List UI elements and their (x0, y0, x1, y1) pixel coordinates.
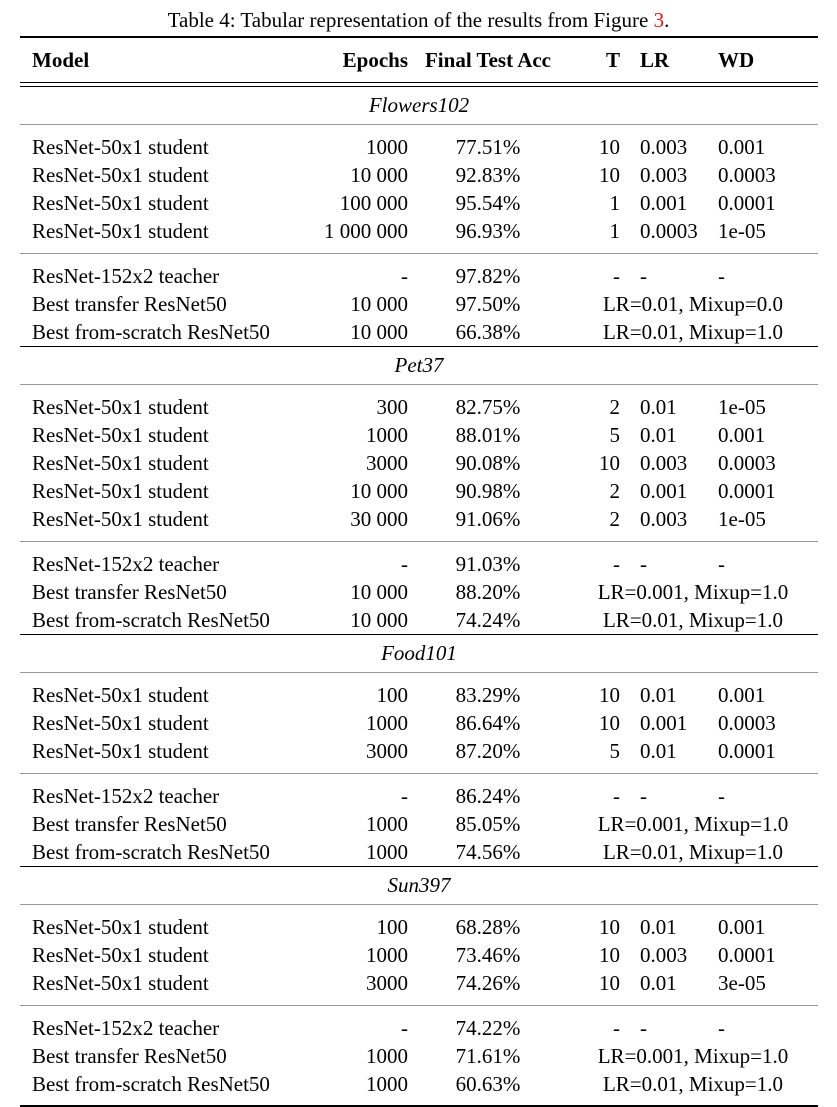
t-cell: 10 (599, 943, 620, 967)
epochs-cell: 1000 (366, 423, 408, 447)
table-row (20, 189, 818, 217)
final-test-acc-cell: 91.06% (455, 507, 521, 531)
model-cell: Best transfer ResNet50 (32, 812, 227, 836)
hyperparams-cell: LR=0.001, Mixup=1.0 (597, 580, 789, 604)
wd-cell: - (718, 264, 725, 288)
t-cell: 10 (599, 451, 620, 475)
wd-cell: - (718, 1016, 725, 1040)
model-cell: ResNet-50x1 student (32, 739, 209, 763)
model-cell: Best from-scratch ResNet50 (32, 1072, 270, 1096)
section-title-row (20, 867, 818, 905)
spacer (20, 385, 818, 393)
header-row (20, 37, 818, 83)
final-test-acc-cell: 66.38% (455, 320, 521, 344)
table-row (20, 449, 818, 477)
model-cell: ResNet-50x1 student (32, 395, 209, 419)
final-test-acc-cell: 87.20% (455, 739, 521, 763)
spacer (20, 245, 818, 254)
table-row (20, 421, 818, 449)
epochs-cell: 3000 (366, 451, 408, 475)
section-title: Food101 (381, 641, 457, 665)
wd-cell: - (718, 784, 725, 808)
spacer (20, 765, 818, 774)
wd-cell: 0.0003 (718, 163, 776, 187)
table-row (20, 290, 818, 318)
model-cell: ResNet-50x1 student (32, 135, 209, 159)
lr-cell: 0.003 (640, 451, 688, 475)
spacer-cell (20, 765, 818, 774)
results-table (20, 36, 818, 1107)
section-title-row (20, 347, 818, 385)
epochs-cell: 100 (376, 683, 408, 707)
final-test-acc-cell: 90.08% (455, 451, 521, 475)
header-lr: LR (624, 37, 712, 83)
t-cell: 5 (609, 739, 620, 763)
final-test-acc-cell: 97.82% (455, 264, 521, 288)
table-caption (0, 6, 837, 34)
epochs-cell: 1000 (366, 135, 408, 159)
t-cell: 10 (599, 915, 620, 939)
epochs-cell: 10 000 (350, 608, 408, 632)
final-test-acc-cell: 74.22% (455, 1016, 521, 1040)
model-cell: Best transfer ResNet50 (32, 1044, 227, 1068)
t-cell: 10 (599, 163, 620, 187)
model-cell: ResNet-50x1 student (32, 219, 209, 243)
table-row (20, 969, 818, 997)
bottom-rule-cell (20, 1098, 818, 1106)
table-row (20, 161, 818, 189)
table-row (20, 477, 818, 505)
hyperparams-cell: LR=0.01, Mixup=1.0 (602, 320, 784, 344)
spacer (20, 673, 818, 681)
model-cell: Best from-scratch ResNet50 (32, 608, 270, 632)
epochs-cell: 1000 (366, 1072, 408, 1096)
wd-cell: 1e-05 (718, 395, 766, 419)
wd-cell: 0.001 (718, 135, 766, 159)
lr-cell: 0.01 (640, 683, 677, 707)
spacer (20, 125, 818, 133)
spacer-cell (20, 673, 818, 681)
wd-cell: 3e-05 (718, 971, 766, 995)
spacer (20, 533, 818, 542)
final-test-acc-cell: 60.63% (455, 1072, 521, 1096)
table-row (20, 913, 818, 941)
table-row (20, 681, 818, 709)
t-cell: 2 (609, 479, 620, 503)
model-cell: ResNet-50x1 student (32, 163, 209, 187)
epochs-cell: 1000 (366, 840, 408, 864)
spacer-cell (20, 533, 818, 542)
table-row (20, 737, 818, 765)
section-title: Pet37 (394, 353, 444, 377)
epochs-cell: 1000 (366, 1044, 408, 1068)
table-row (20, 1014, 818, 1042)
t-cell: 1 (609, 219, 620, 243)
caption-end: . (664, 8, 670, 32)
lr-cell: 0.01 (640, 915, 677, 939)
epochs-cell: - (401, 1016, 408, 1040)
epochs-cell: 10 000 (350, 580, 408, 604)
wd-cell: 1e-05 (718, 219, 766, 243)
spacer (20, 542, 818, 550)
final-test-acc-cell: 90.98% (455, 479, 521, 503)
lr-cell: 0.01 (640, 395, 677, 419)
header-wd: WD (712, 37, 818, 83)
t-cell: - (613, 1016, 620, 1040)
epochs-cell: 100 (376, 915, 408, 939)
epochs-cell: 1 000 000 (324, 219, 408, 243)
hyperparams-cell: LR=0.01, Mixup=0.0 (602, 292, 784, 316)
lr-cell: 0.001 (640, 711, 688, 735)
spacer-cell (20, 245, 818, 254)
spacer-cell (20, 385, 818, 393)
hyperparams-cell: LR=0.01, Mixup=1.0 (602, 1072, 784, 1096)
hyperparams-cell: LR=0.001, Mixup=1.0 (597, 812, 789, 836)
header-model: Model (20, 37, 316, 83)
model-cell: ResNet-152x2 teacher (32, 264, 220, 288)
lr-cell: 0.003 (640, 163, 688, 187)
header-t: T (568, 37, 624, 83)
lr-cell: 0.003 (640, 135, 688, 159)
final-test-acc-cell: 74.56% (455, 840, 521, 864)
lr-cell: 0.003 (640, 943, 688, 967)
final-test-acc-cell: 83.29% (455, 683, 521, 707)
final-test-acc-cell: 77.51% (455, 135, 521, 159)
model-cell: Best transfer ResNet50 (32, 292, 227, 316)
wd-cell: - (718, 552, 725, 576)
section-title-row (20, 635, 818, 673)
t-cell: - (613, 552, 620, 576)
epochs-cell: - (401, 552, 408, 576)
final-test-acc-cell: 82.75% (455, 395, 521, 419)
model-cell: Best from-scratch ResNet50 (32, 840, 270, 864)
model-cell: ResNet-152x2 teacher (32, 784, 220, 808)
spacer-cell (20, 125, 818, 133)
lr-cell: 0.001 (640, 191, 688, 215)
t-cell: 10 (599, 971, 620, 995)
t-cell: - (613, 784, 620, 808)
final-test-acc-cell: 74.24% (455, 608, 521, 632)
lr-cell: 0.0003 (640, 219, 698, 243)
final-test-acc-cell: 88.20% (455, 580, 521, 604)
wd-cell: 0.0003 (718, 711, 776, 735)
t-cell: 10 (599, 711, 620, 735)
lr-cell: - (640, 784, 647, 808)
spacer (20, 1006, 818, 1014)
spacer (20, 774, 818, 782)
model-cell: ResNet-152x2 teacher (32, 552, 220, 576)
caption-text: Table 4: Tabular representation of the results from Figure (167, 8, 654, 32)
epochs-cell: 100 000 (339, 191, 408, 215)
wd-cell: 0.001 (718, 423, 766, 447)
model-cell: Best from-scratch ResNet50 (32, 320, 270, 344)
table-row (20, 810, 818, 838)
lr-cell: 0.001 (640, 479, 688, 503)
final-test-acc-cell: 74.26% (455, 971, 521, 995)
table-row (20, 393, 818, 421)
wd-cell: 0.001 (718, 915, 766, 939)
spacer-cell (20, 542, 818, 550)
spacer-cell (20, 774, 818, 782)
figure-reference-link[interactable]: 3 (653, 8, 665, 32)
lr-cell: - (640, 1016, 647, 1040)
table-row (20, 505, 818, 533)
spacer (20, 254, 818, 262)
final-test-acc-cell: 73.46% (455, 943, 521, 967)
t-cell: 10 (599, 135, 620, 159)
spacer-cell (20, 905, 818, 913)
final-test-acc-cell: 85.05% (455, 812, 521, 836)
section-title: Sun397 (387, 873, 451, 897)
section-title-row (20, 87, 818, 125)
table-row (20, 782, 818, 810)
final-test-acc-cell: 95.54% (455, 191, 521, 215)
lr-cell: - (640, 552, 647, 576)
spacer (20, 997, 818, 1006)
hyperparams-cell: LR=0.001, Mixup=1.0 (597, 1044, 789, 1068)
epochs-cell: 30 000 (350, 507, 408, 531)
wd-cell: 0.001 (718, 683, 766, 707)
wd-cell: 0.0001 (718, 739, 776, 763)
spacer-cell (20, 997, 818, 1006)
model-cell: ResNet-50x1 student (32, 451, 209, 475)
table-row (20, 1070, 818, 1098)
epochs-cell: 10 000 (350, 163, 408, 187)
t-cell: 10 (599, 683, 620, 707)
t-cell: 1 (609, 191, 620, 215)
table-row (20, 606, 818, 635)
wd-cell: 1e-05 (718, 507, 766, 531)
final-test-acc-cell: 71.61% (455, 1044, 521, 1068)
section-title: Flowers102 (368, 93, 470, 117)
epochs-cell: 10 000 (350, 320, 408, 344)
spacer (20, 905, 818, 913)
table-body (20, 83, 818, 1107)
model-cell: ResNet-50x1 student (32, 507, 209, 531)
table-row (20, 1042, 818, 1070)
hyperparams-cell: LR=0.01, Mixup=1.0 (602, 608, 784, 632)
spacer-cell (20, 254, 818, 262)
model-cell: ResNet-50x1 student (32, 423, 209, 447)
wd-cell: 0.0001 (718, 479, 776, 503)
model-cell: ResNet-50x1 student (32, 191, 209, 215)
table-row (20, 941, 818, 969)
final-test-acc-cell: 68.28% (455, 915, 521, 939)
t-cell: 2 (609, 395, 620, 419)
table-row (20, 318, 818, 347)
model-cell: ResNet-50x1 student (32, 915, 209, 939)
lr-cell: 0.01 (640, 423, 677, 447)
lr-cell: - (640, 264, 647, 288)
model-cell: ResNet-50x1 student (32, 943, 209, 967)
epochs-cell: 300 (376, 395, 408, 419)
bottom-rule (20, 1098, 818, 1106)
model-cell: ResNet-152x2 teacher (32, 1016, 220, 1040)
header-final-test-acc: Final Test Acc (408, 37, 568, 83)
model-cell: Best transfer ResNet50 (32, 580, 227, 604)
table-row (20, 709, 818, 737)
epochs-cell: 1000 (366, 812, 408, 836)
epochs-cell: - (401, 264, 408, 288)
epochs-cell: 1000 (366, 711, 408, 735)
final-test-acc-cell: 96.93% (455, 219, 521, 243)
t-cell: - (613, 264, 620, 288)
lr-cell: 0.003 (640, 507, 688, 531)
final-test-acc-cell: 92.83% (455, 163, 521, 187)
epochs-cell: 1000 (366, 943, 408, 967)
epochs-cell: - (401, 784, 408, 808)
final-test-acc-cell: 91.03% (455, 552, 521, 576)
table-row (20, 578, 818, 606)
epochs-cell: 10 000 (350, 479, 408, 503)
model-cell: ResNet-50x1 student (32, 711, 209, 735)
epochs-cell: 3000 (366, 971, 408, 995)
table-row (20, 262, 818, 290)
spacer-cell (20, 1006, 818, 1014)
t-cell: 5 (609, 423, 620, 447)
table-row (20, 838, 818, 867)
model-cell: ResNet-50x1 student (32, 971, 209, 995)
final-test-acc-cell: 86.24% (455, 784, 521, 808)
table-row (20, 550, 818, 578)
t-cell: 2 (609, 507, 620, 531)
final-test-acc-cell: 88.01% (455, 423, 521, 447)
table-row (20, 217, 818, 245)
table-row (20, 133, 818, 161)
epochs-cell: 3000 (366, 739, 408, 763)
lr-cell: 0.01 (640, 971, 677, 995)
epochs-cell: 10 000 (350, 292, 408, 316)
model-cell: ResNet-50x1 student (32, 479, 209, 503)
header-epochs: Epochs (316, 37, 408, 83)
model-cell: ResNet-50x1 student (32, 683, 209, 707)
hyperparams-cell: LR=0.01, Mixup=1.0 (602, 840, 784, 864)
wd-cell: 0.0001 (718, 943, 776, 967)
final-test-acc-cell: 86.64% (455, 711, 521, 735)
wd-cell: 0.0001 (718, 191, 776, 215)
lr-cell: 0.01 (640, 739, 677, 763)
wd-cell: 0.0003 (718, 451, 776, 475)
final-test-acc-cell: 97.50% (455, 292, 521, 316)
